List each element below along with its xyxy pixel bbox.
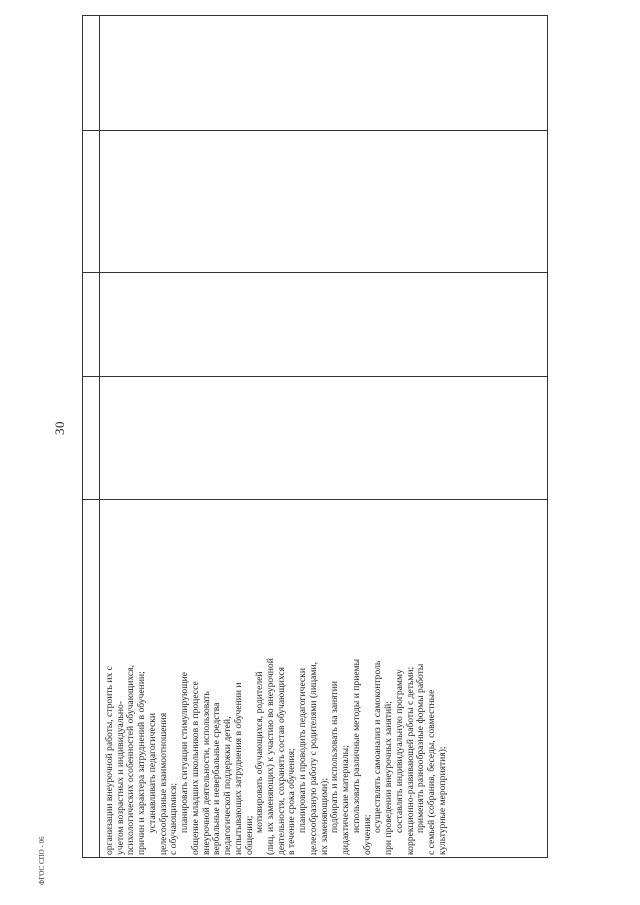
cell-line: причин и характера затруднений в обучении; <box>136 671 148 855</box>
table-row-divider <box>83 272 547 273</box>
table-row-divider <box>83 499 547 500</box>
cell-line: внеурочной деятельности, использовать <box>200 691 212 855</box>
table-row-divider <box>83 376 547 377</box>
footer-code: ФГОС СПО - 06 <box>38 836 46 885</box>
cell-line: использовать различные методы и приемы <box>350 658 362 833</box>
cell-line: учетом возрастных и индивидуально- <box>114 700 126 855</box>
cell-line: организации внеурочной работы, строить их с <box>104 666 115 855</box>
cell-line: с обучающимися; <box>168 782 180 855</box>
cell-line: с семьей (собрания, беседы, совместные <box>426 689 438 855</box>
cell-line: мотивировать обучающихся, родителей <box>254 671 266 833</box>
cell-line: их заменяющими); <box>318 777 330 855</box>
skills-cell-text <box>103 519 543 859</box>
table-column-divider <box>99 16 100 857</box>
cell-line: (лиц, их заменяющих) к участию во внеурочной <box>265 658 277 855</box>
cell-line: психологических особенностей обучающихся, <box>125 665 137 855</box>
cell-line: испытывающих затруднения в обучении и <box>232 682 244 855</box>
cell-line: общение младших школьников в процессе <box>189 681 201 855</box>
cell-line: составлять индивидуальную программу <box>393 669 405 833</box>
cell-line: целесообразные взаимоотношения <box>157 712 169 855</box>
cell-line: подбирать и использовать на занятии <box>329 681 341 833</box>
cell-line: коррекционно-развивающей работы с детьми; <box>404 666 416 855</box>
cell-line: общении; <box>243 815 255 855</box>
cell-line: планировать и проводить педагогически <box>297 668 309 833</box>
page-number: 30 <box>52 421 67 435</box>
cell-line: в течение срока обучения; <box>286 748 298 855</box>
cell-line: осуществлять самоанализ и самоконтроль <box>372 660 384 833</box>
cell-line: педагогической поддержки детей, <box>222 716 234 855</box>
cell-line: применять разнообразные формы работы <box>415 663 427 833</box>
table-row-divider <box>83 130 547 131</box>
cell-line: культурные мероприятия); <box>436 746 448 855</box>
cell-line: обучения; <box>361 814 373 855</box>
document-table <box>82 15 548 858</box>
cell-line: планировать ситуации стимулирующие <box>179 672 191 833</box>
cell-line: деятельности, сохранять состав обучающихся <box>275 666 287 855</box>
cell-line: дидактические материалы; <box>340 745 352 855</box>
cell-line: при проведении внеурочных занятий; <box>383 701 395 855</box>
cell-line: целесообразную работу с родителями (лицами, <box>307 662 319 855</box>
cell-line: вербальные и невербальные средства <box>211 702 223 855</box>
cell-line: устанавливать педагогически <box>146 712 158 833</box>
